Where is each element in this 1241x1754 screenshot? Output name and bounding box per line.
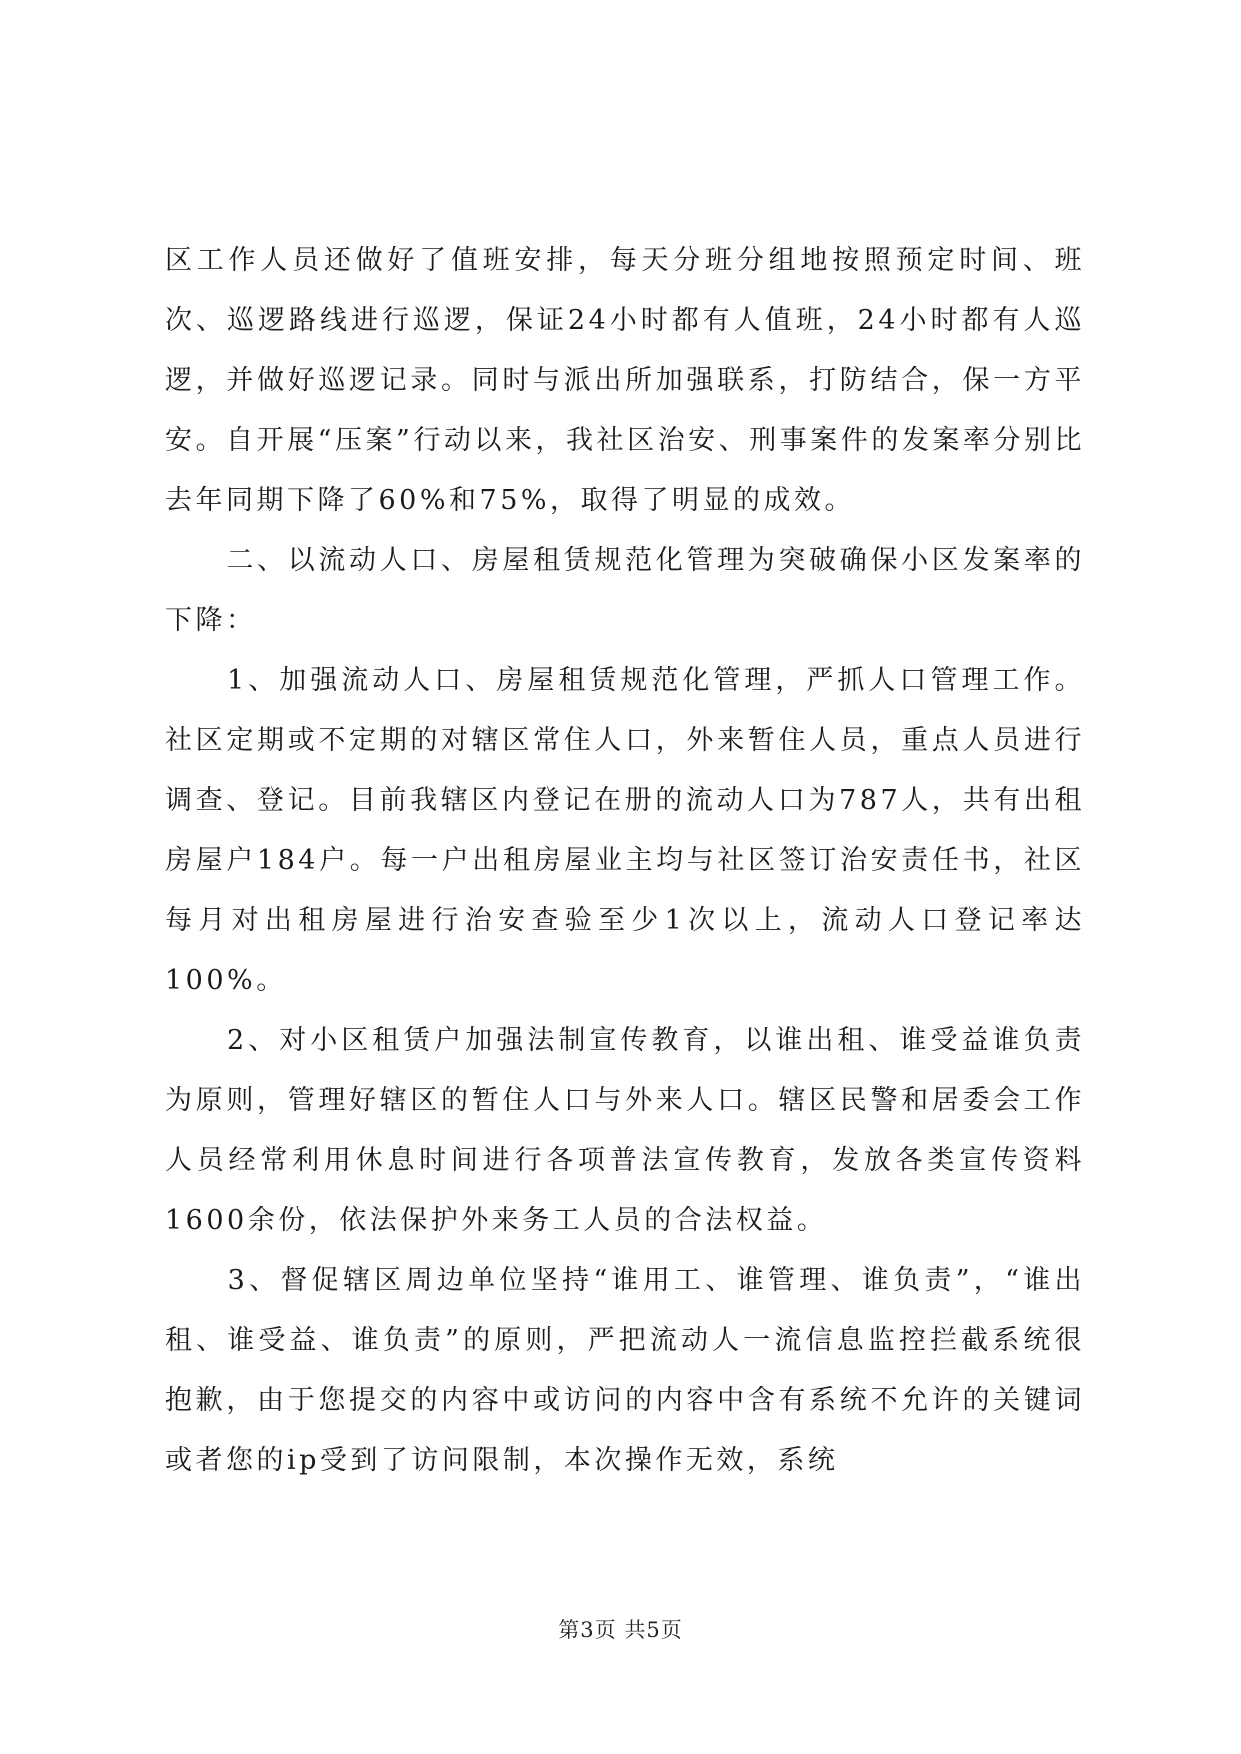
paragraph-1: 区工作人员还做好了值班安排，每天分班分组地按照预定时间、班次、巡逻路线进行巡逻，保证24小时都有人值班，24小时都有人巡逻，并做好巡逻记录。同时与派出所加强联系，打防结合，保一方平安。自开展“压案”行动以来，我社区治安、刑事案件的发案率分别比去年同期下降了60%和75%，取得了明显的成效。 bbox=[165, 245, 1085, 516]
paragraph-4: 2、对小区租赁户加强法制宣传教育，以谁出租、谁受益谁负责为原则，管理好辖区的暂住人口与外来人口。辖区民警和居委会工作人员经常利用休息时间进行各项普法宣传教育，发放各类宣传资料1600余份，依法保护外来务工人员的合法权益。 bbox=[165, 1025, 1085, 1236]
document-body bbox=[165, 231, 1085, 1491]
paragraph-2: 二、以流动人口、房屋租赁规范化管理为突破确保小区发案率的下降： bbox=[165, 545, 1085, 636]
paragraph-3: 1、加强流动人口、房屋租赁规范化管理，严抓人口管理工作。社区定期或不定期的对辖区常住人口，外来暂住人员，重点人员进行调查、登记。目前我辖区内登记在册的流动人口为787人，共有出租房屋户184户。每一户出租房屋业主均与社区签订治安责任书，社区每月对出租房屋进行治安查验至少1次以上，流动人口登记率达100%。 bbox=[165, 665, 1085, 996]
page-number-footer: 第3页 共5页 bbox=[558, 1618, 683, 1642]
paragraph-5: 3、督促辖区周边单位坚持“谁用工、谁管理、谁负责”，“谁出租、谁受益、谁负责”的原则，严把流动人一流信息监控拦截系统很抱歉，由于您提交的内容中或访问的内容中含有系统不允许的关键词或者您的ip受到了访问限制，本次操作无效，系统 bbox=[165, 1265, 1085, 1476]
